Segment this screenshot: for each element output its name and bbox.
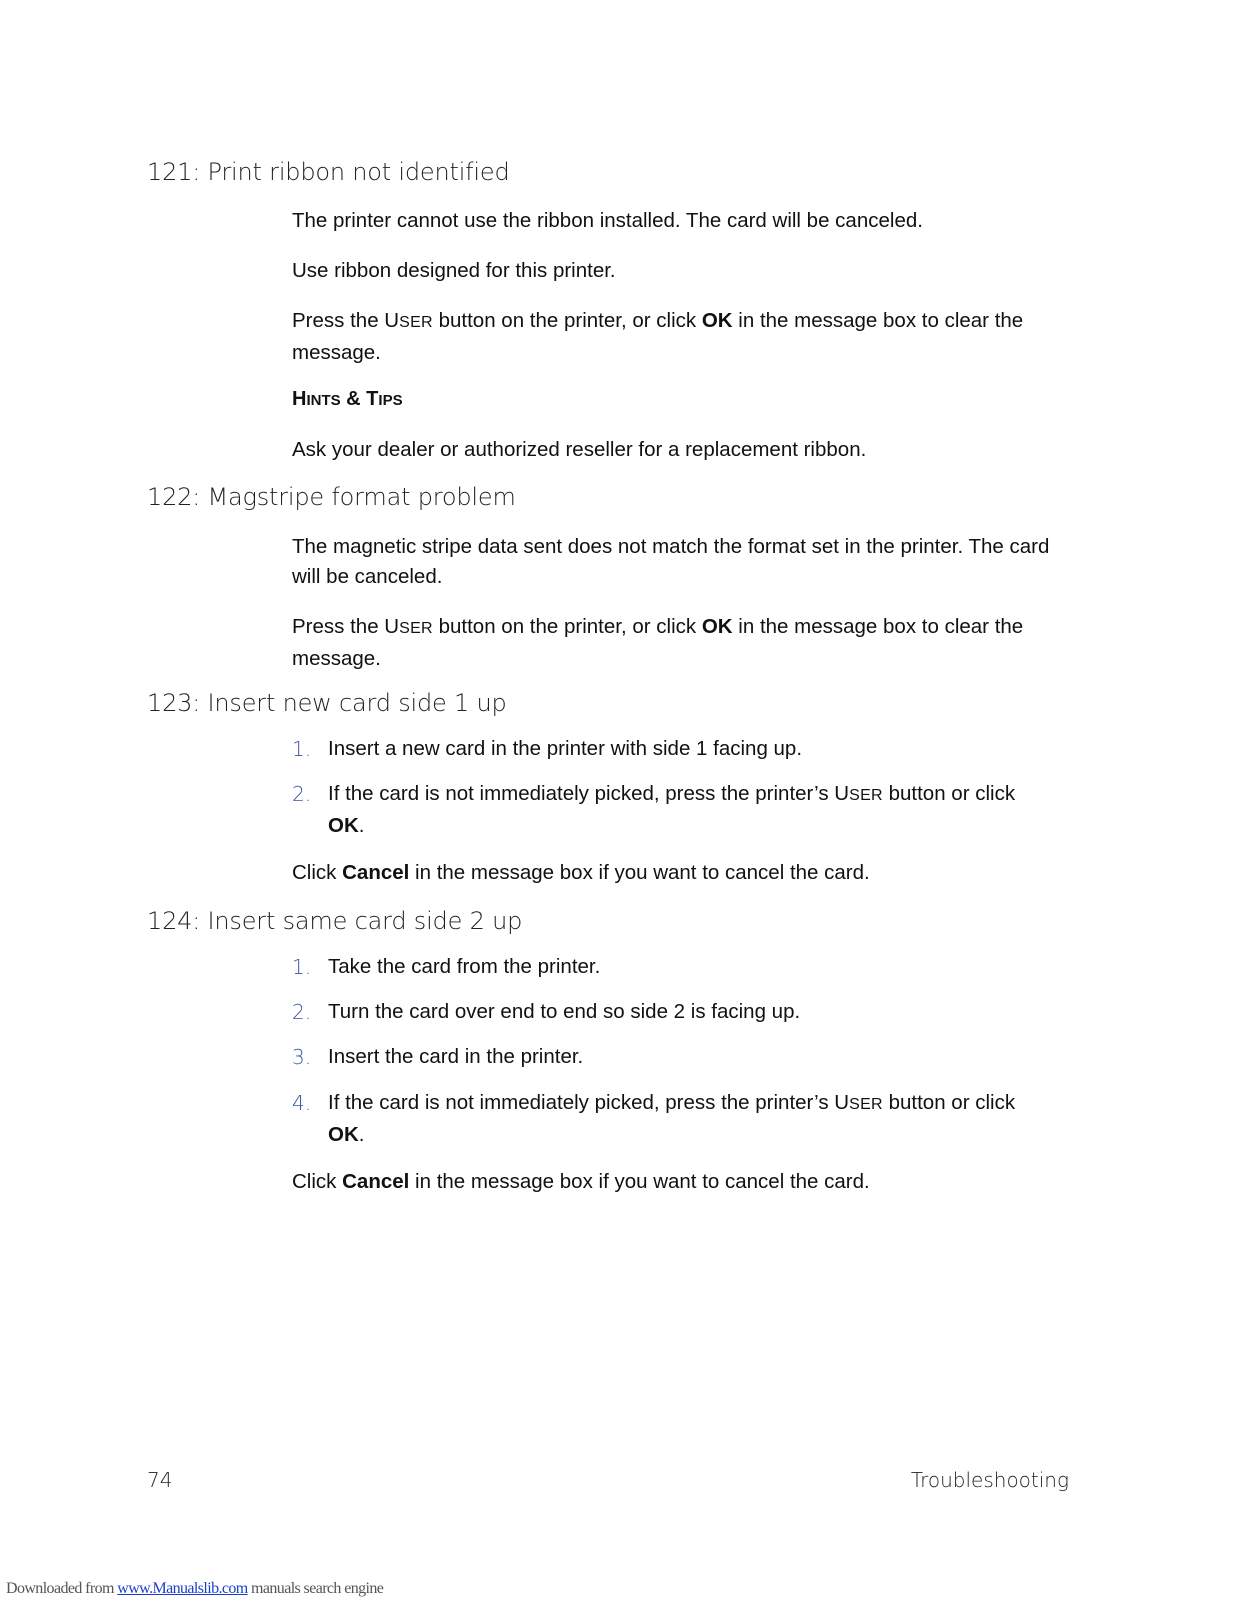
paragraph-121-3: Press the USER button on the printer, or click OK in the message box to clear the message. [292, 309, 1024, 364]
paragraph-124-cancel: Click Cancel in the message box if you want to cancel the card. [292, 1170, 870, 1193]
heading-122: 122: Magstripe format problem [147, 483, 516, 511]
paragraph-122-1: The magnetic stripe data sent does not match the format set in the printer. The card will be canceled. [292, 535, 1050, 588]
manual-page: 121: Print ribbon not identified The printer cannot use the ribbon installed. The card will be canceled. Use ribbon designed for this printer. Press the USER button on the printer, or click OK in the message box to clear the message. HINTS & TIPS Ask your dealer or authorized reseller for a replacement ribbon. 122: Magstripe format problem The magnetic stripe data sent does not match the format set in the printer. The card will be canceled. Press the USER button on the printer, or click OK in the message box to clear the message. 123: Insert new card side 1 up 1. Insert a new card in the printer with side 1 facing up. 2. If the card is not immediately picked, press the printer’s USER button or click OK. Click Cancel in the message box if you want to cancel the card. 124: Insert same card side 2 up 1. Take the card from the printer. 2. Turn the card over end to end so side 2 is facing up. 3. Insert the card in the printer. 4. If the card is not immediately picked, press the printer’s USER button or click OK. Click Cancel in the message box if you want to cancel the card. 74 Troubleshooting Downloaded from www.Manualslib.com manuals search engine [0, 0, 1237, 1600]
page-number: 74 [147, 1468, 173, 1492]
heading-124: 124: Insert same card side 2 up [147, 907, 523, 935]
paragraph-121-4: Ask your dealer or authorized reseller for a replacement ribbon. [292, 438, 867, 461]
manualslib-link[interactable]: www.Manualslib.com [117, 1580, 248, 1597]
paragraph-121-2: Use ribbon designed for this printer. [292, 259, 616, 282]
footer-section-name: Troubleshooting [910, 1468, 1069, 1492]
hints-and-tips-heading: HINTS & TIPS [292, 388, 403, 410]
download-notice: Downloaded from www.Manualslib.com manuals search engine [6, 1580, 384, 1597]
heading-123: 123: Insert new card side 1 up [147, 689, 507, 717]
paragraph-123-cancel: Click Cancel in the message box if you want to cancel the card. [292, 861, 870, 884]
paragraph-121-1: The printer cannot use the ribbon installed. The card will be canceled. [292, 209, 923, 232]
paragraph-122-2: Press the USER button on the printer, or click OK in the message box to clear the message. [292, 615, 1024, 670]
heading-121: 121: Print ribbon not identified [147, 158, 510, 186]
